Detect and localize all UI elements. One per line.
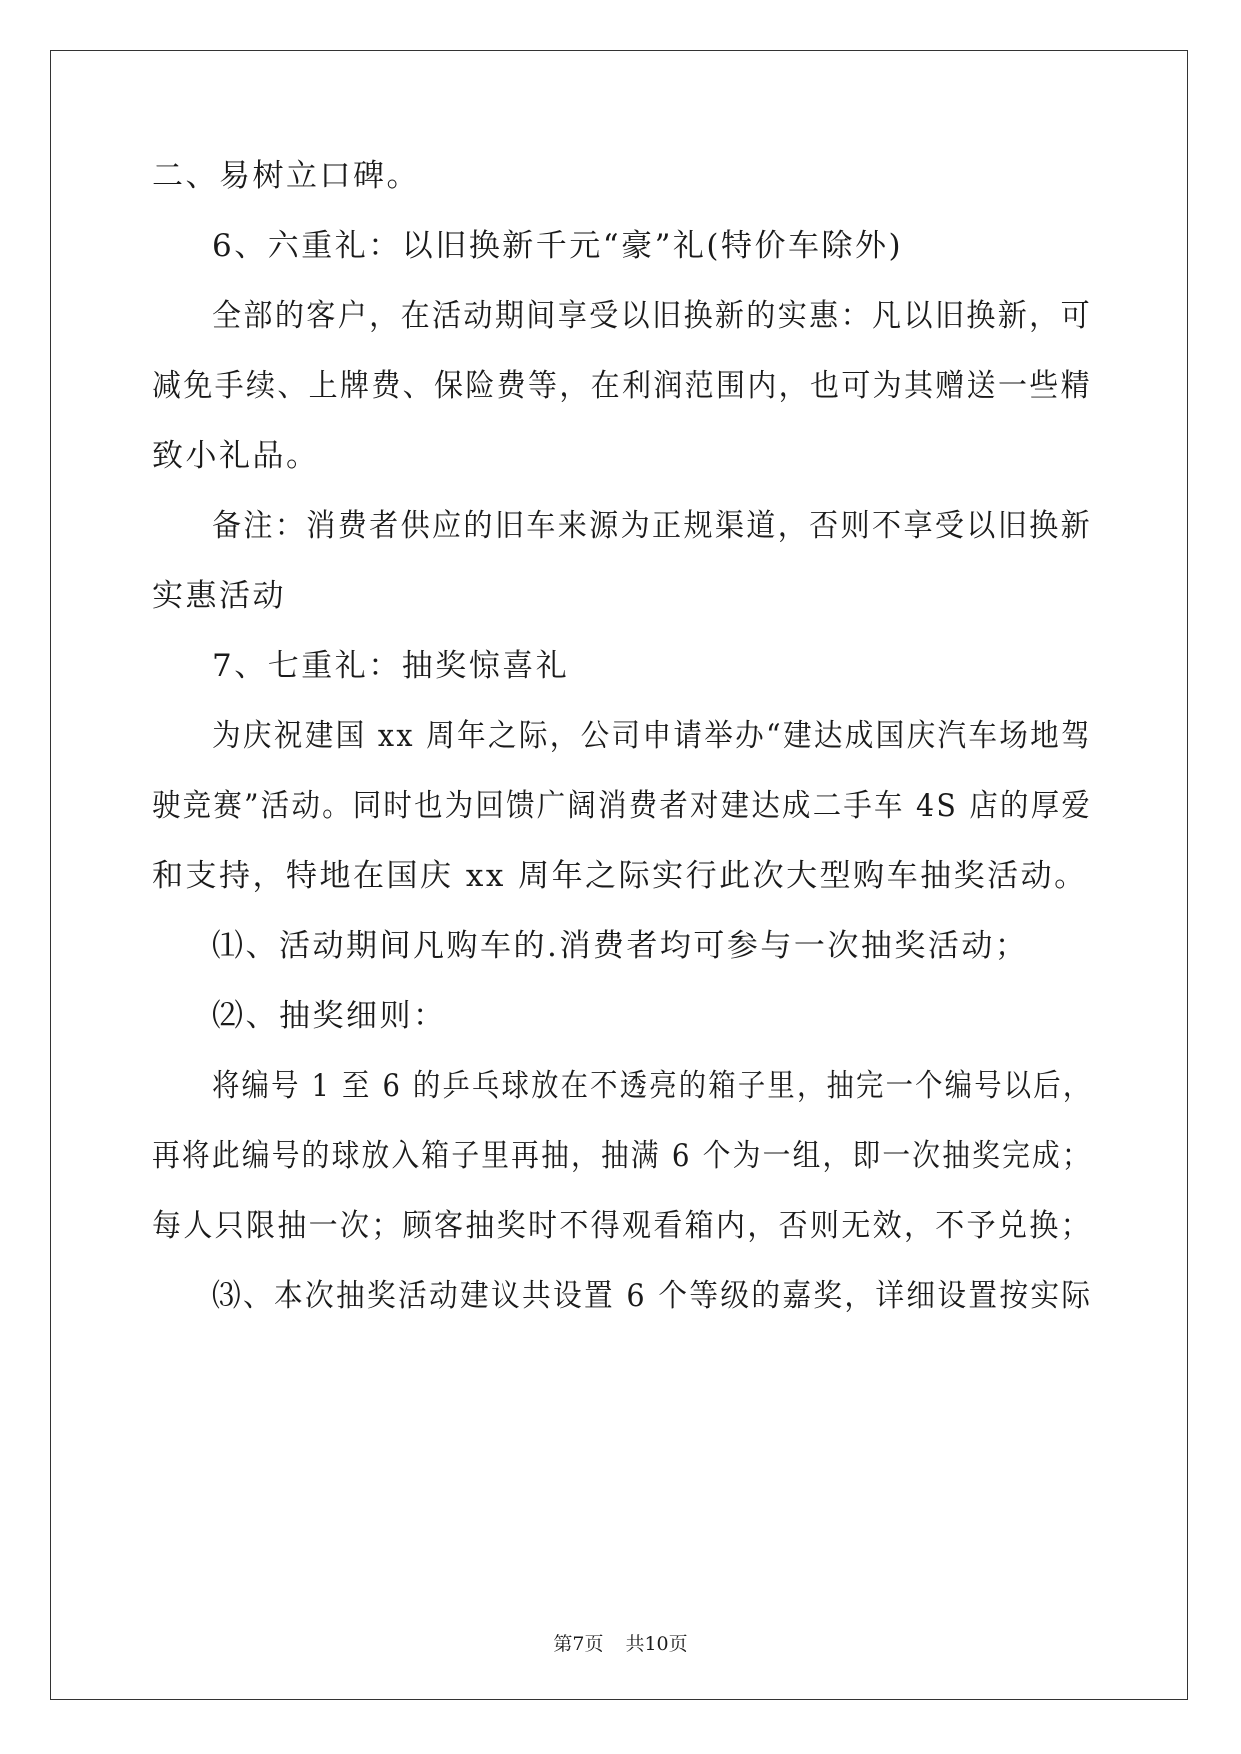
text-line: 驶竞赛”活动。同时也为回馈广阔消费者对建达成二手车 4S 店的厚爱 bbox=[152, 788, 1093, 824]
text-line: 每人只限抽一次；顾客抽奖时不得观看箱内，否则无效，不予兑换； bbox=[152, 1208, 1092, 1244]
page-number-total: 共10页 bbox=[625, 1633, 688, 1655]
text-line: 再将此编号的球放入箱子里再抽，抽满 6 个为一组，即一次抽奖完成； bbox=[152, 1138, 1092, 1174]
text-line: 全部的客户，在活动期间享受以旧换新的实惠：凡以旧换新，可 bbox=[212, 298, 1093, 334]
text-line: 和支持，特地在国庆 xx 周年之际实行此次大型购车抽奖活动。 bbox=[152, 858, 1088, 894]
text-line: ⑵、抽奖细则： bbox=[212, 998, 447, 1034]
text-line: 减免手续、上牌费、保险费等，在利润范围内，也可为其赠送一些精 bbox=[152, 368, 1092, 404]
text-line: ⑶、本次抽奖活动建议共设置 6 个等级的嘉奖，详细设置按实际 bbox=[212, 1278, 1093, 1314]
text-line: 将编号 1 至 6 的乒乓球放在不透亮的箱子里，抽完一个编号以后， bbox=[212, 1068, 1093, 1104]
text-line: 7、七重礼：抽奖惊喜礼 bbox=[212, 648, 570, 684]
page-number-current: 第7页 bbox=[553, 1633, 604, 1655]
text-line: 6、六重礼：以旧换新千元“豪”礼(特价车除外) bbox=[212, 228, 904, 264]
page-footer bbox=[0, 1632, 1241, 1656]
text-line: ⑴、活动期间凡购车的.消费者均可参与一次抽奖活动； bbox=[212, 928, 1029, 964]
text-line: 备注：消费者供应的旧车来源为正规渠道，否则不享受以旧换新 bbox=[212, 508, 1093, 544]
text-line: 为庆祝建国 xx 周年之际，公司申请举办“建达成国庆汽车场地驾 bbox=[212, 718, 1092, 754]
text-line: 致小礼品。 bbox=[152, 438, 320, 474]
text-line: 实惠活动 bbox=[152, 578, 286, 614]
text-line: 二、易树立口碑。 bbox=[152, 158, 420, 194]
